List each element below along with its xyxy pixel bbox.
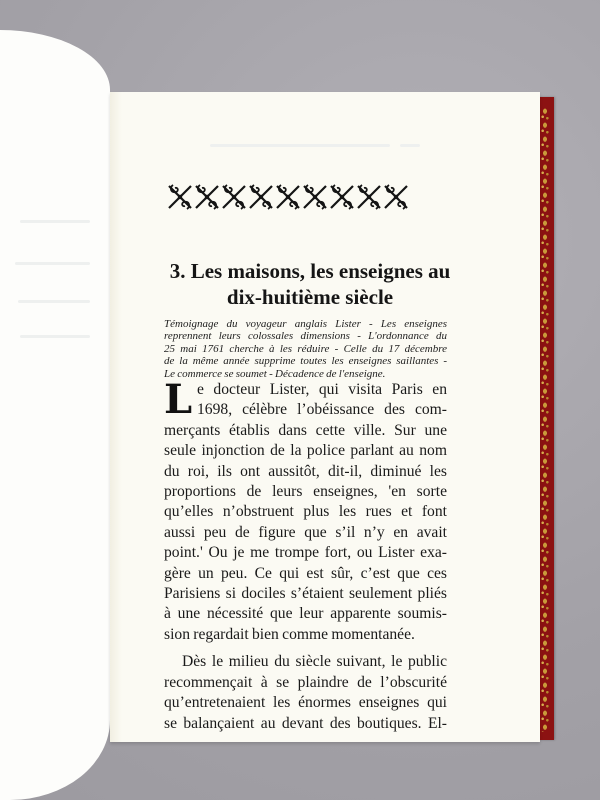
summary-line: Témoignage du voyageur anglais Lister - Les enseignes xyxy=(164,318,447,330)
scroll-ornament-icon xyxy=(356,182,382,212)
scroll-ornament-icon xyxy=(275,182,301,212)
show-through-mark xyxy=(20,335,90,338)
body-line: se balançaient au devant des boutiques. El- xyxy=(164,714,447,732)
scroll-ornament-icon xyxy=(194,182,220,212)
body-line: qu’elles n’obstruent plus les rues et font xyxy=(164,503,447,521)
body-line: 1698, célèbre l’obéissance des com- xyxy=(197,401,447,419)
body-line: merçants établis dans cette ville. Sur une xyxy=(164,421,447,439)
body-line: e docteur Lister, qui visita Paris en xyxy=(197,381,447,398)
drop-cap-letter: L xyxy=(164,376,193,423)
chapter-title-line-1: 3. Les maisons, les enseignes au xyxy=(169,259,451,283)
body-line: qu’entretenaient les énormes enseignes qui xyxy=(164,694,447,712)
show-through-mark xyxy=(18,300,90,303)
show-through-mark xyxy=(20,220,90,223)
left-page-curled xyxy=(0,30,110,800)
body-line: à une nécessité que leur apparente soumis- xyxy=(164,605,447,623)
summary-line: 25 mai 1761 cherche à les réduire - Celle du 17 décembre xyxy=(164,342,447,355)
chapter-title-line-2: dix-huitième siècle xyxy=(226,285,394,309)
paragraph-1 xyxy=(164,376,447,645)
scroll-ornament-icon xyxy=(167,182,193,212)
body-line: Parisiens si dociles s’étaient seulement pliés xyxy=(164,585,447,603)
show-through-mark xyxy=(15,262,90,265)
body-line: gère un peu. Ce qui est sûr, c’est que ces xyxy=(164,564,447,582)
body-line: aussi peu de figure que s’il n’y en avait xyxy=(164,523,447,541)
chapter-title xyxy=(150,258,470,310)
body-line: proportions de leurs enseignes, 'en sorte xyxy=(164,483,447,501)
body-line: point.' Ou je me trompe fort, ou Lister exa- xyxy=(164,544,447,562)
paragraph-2 xyxy=(164,652,447,734)
scroll-ornament-icon xyxy=(329,182,355,212)
body-line: du roi, ils ont aussitôt, dit-il, diminué les xyxy=(164,462,447,480)
summary-line: reprennent leurs colossales dimensions - L'ordonnance du xyxy=(164,330,447,343)
summary-line: de la même année supprime toutes les enseignes saillantes - xyxy=(164,355,447,368)
running-head-show-through xyxy=(210,144,390,147)
scroll-ornament-icon xyxy=(248,182,274,212)
body-text xyxy=(164,376,447,734)
scroll-ornament-icon xyxy=(302,182,328,212)
scroll-ornament-icon xyxy=(383,182,409,212)
chapter-summary xyxy=(164,318,447,380)
scroll-ornament-icon xyxy=(221,182,247,212)
body-line: recommençait à se plaindre de l’obscurité xyxy=(164,673,447,691)
gilt-ornament-border xyxy=(539,107,551,732)
page-number-show-through xyxy=(400,144,420,147)
ornamental-headpiece xyxy=(167,181,409,213)
summary-line: Le commerce se soumet - Décadence de l'enseigne. xyxy=(164,367,386,380)
page-gutter-shadow xyxy=(110,92,122,742)
body-line: seule injonction de la police parlant au nom xyxy=(164,442,447,460)
body-line: Dès le milieu du siècle suivant, le public xyxy=(182,653,447,671)
body-line: sion regardait bien comme momentanée. xyxy=(164,625,415,643)
